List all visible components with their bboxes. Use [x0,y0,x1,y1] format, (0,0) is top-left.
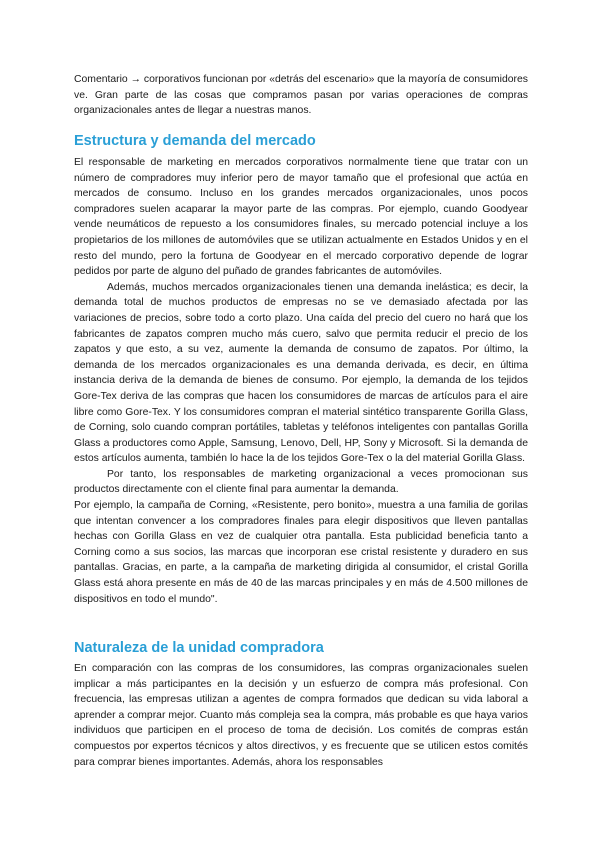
section-buying-unit [74,639,528,657]
section-heading: Naturaleza de la unidad compradora [74,640,324,656]
body-paragraph: Por tanto, los responsables de marketing organizacional a veces promocionan sus productos directamente con el cliente final para aumentar la demanda. [74,468,528,496]
section-market-structure-body [74,155,528,607]
section-heading: Estructura y demanda del mercado [74,133,316,149]
body-paragraph: Por ejemplo, la campaña de Corning, «Resistente, pero bonito», muestra a una familia de gorilas que intentan convencer a los compradores finales para elegir dispositivos que lleven pantallas hechas con Gorilla Glass en vez de cualquier otra pantalla. Esta publicidad beneficia tanto a Corning como a sus socios, las marcas que incorporan ese cristal resistente y duradero en sus pantallas. Gracias, en parte, a la campaña de marketing dirigida al consumidor, el cristal Gorilla Glass está ahora presente en más de 40 de las marcas principales y en más de 4.500 millones de dispositivos en todo el mundo". [74,500,528,605]
section-buying-unit-body [74,661,528,770]
body-paragraph: Además, muchos mercados organizacionales tienen una demanda inelástica; es decir, la demanda total de muchos productos de empresas no se ve demasiado afectada por las variaciones de precios, sobre todo a corto plazo. Una caída del precio del cuero no hará que los fabricantes de zapatos compren mucho más cuero, salvo que permita reducir el precio de los zapatos y que esto, a su vez, aumente la demanda de consumo de zapatos. Por último, la demanda de los mercados organizacionales es una demanda derivada, es decir, en última instancia deriva de la demanda de bienes de consumo. Por ejemplo, la demanda de los tejidos Gore-Tex deriva de las compras que hacen los consumidores de marcas de artículos para el aire libre como Gore-Tex. Y los consumidores compran el material sintético transparente Gorilla Glass, de Corning, solo cuando compran portátiles, tabletas y teléfonos inteligentes con pantallas Gorilla Glass a productores como Apple, Samsung, Lenovo, Dell, HP, Sony y Microsoft. Si la demanda de estos artículos aumenta, también lo hace la de los tejidos Gore-Tex o la del material Gorilla Glass. [74,281,528,465]
intro-paragraph: Comentario → corporativos funcionan por «detrás del escenario» que la mayoría de consumidores ve. Gran parte de las cosas que compramos pasan por varias operaciones de compras organizacionales antes de llegar a nuestras manos. [74,74,528,117]
section-market-structure [74,132,528,150]
intro-block [74,72,528,119]
body-paragraph: El responsable de marketing en mercados corporativos normalmente tiene que tratar con un número de compradores muy inferior pero de mayor tamaño que el profesional que actúa en mercados de consumo. Incluso en los grandes mercados organizacionales, unos pocos compradores suelen acaparar la mayor parte de las compras. Por ejemplo, cuando Goodyear vende neumáticos de repuesto a los consumidores finales, su mercado potencial incluye a los propietarios de los millones de automóviles que se utilizan actualmente en Estados Unidos y en el resto del mundo, pero la fortuna de Goodyear en el mercado corporativo depende de lograr pedidos por parte de alguno del puñado de grandes fabricantes de automóviles. [74,157,528,278]
body-paragraph: En comparación con las compras de los consumidores, las compras organizacionales suelen implicar a más participantes en la decisión y un esfuerzo de compra más profesional. Con frecuencia, las empresas utilizan a agentes de compra formados que dedican su vida laboral a aprender a comprar mejor. Cuanto más compleja sea la compra, más probable es que haya varios individuos que participen en el proceso de toma de decisión. Los comités de compras están compuestos por expertos técnicos y altos directivos, y es frecuente que se utilicen estos comités para comprar bienes importantes. Además, ahora los responsables [74,663,528,768]
